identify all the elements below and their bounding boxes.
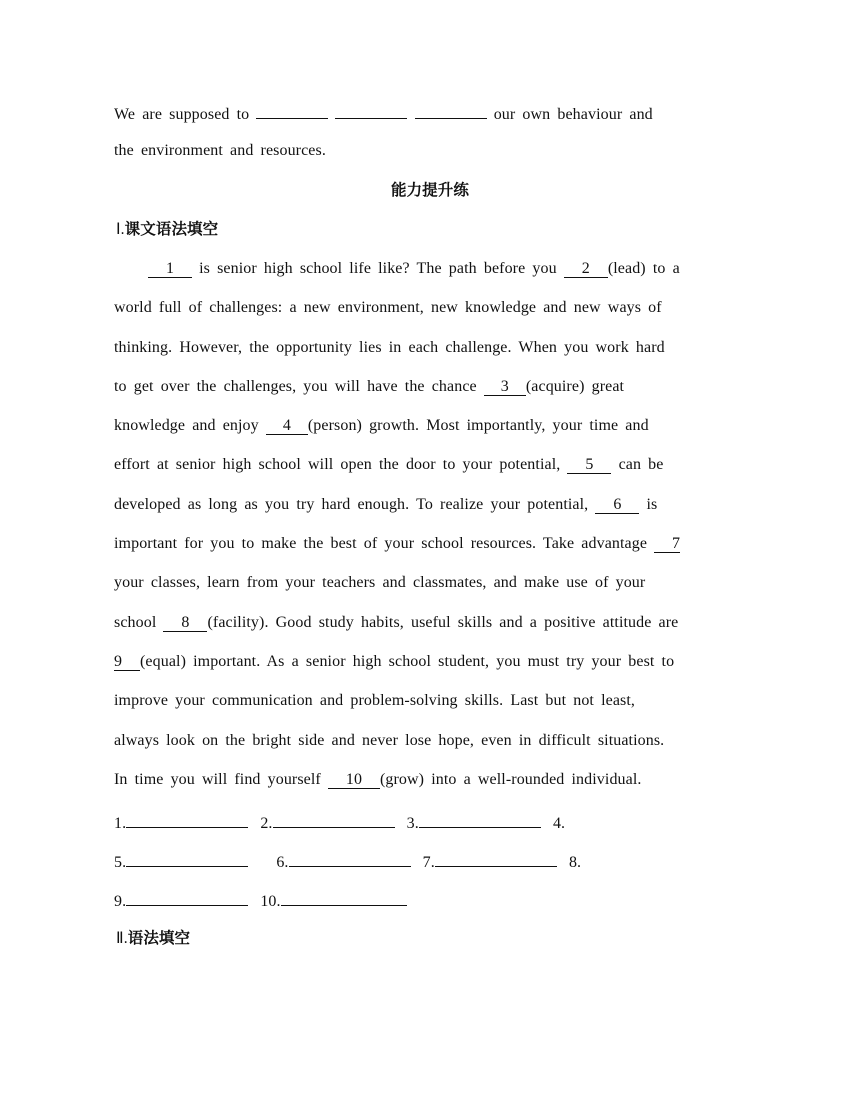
blank-3[interactable]: 3 [484,378,526,396]
answer-field-1[interactable]: 1. [114,810,248,834]
passage-line: improve your communication and problem-solving skills. Last but not least, [114,692,635,709]
part-1-heading [116,219,218,240]
answer-row [114,888,415,912]
passage-line: thinking. However, the opportunity lies in each challenge. When you work hard [114,339,665,356]
section-title: 能力提升练 [390,181,469,199]
top-sentence-line-2: the environment and resources. [114,142,326,159]
answer-field-9[interactable]: 9. [114,888,248,912]
answer-blank[interactable] [256,101,328,119]
part-1-numeral: Ⅰ. [116,221,125,238]
answer-field-7[interactable]: 7. [423,849,557,873]
top-sentence-line-1: We are supposed to our own behaviour and [114,101,653,125]
answer-field-3[interactable]: 3. [407,810,541,834]
blank-6[interactable]: 6 [595,496,639,514]
blank-2[interactable]: 2 [564,260,608,278]
passage-line: world full of challenges: a new environment, new knowledge and new ways of [114,299,662,316]
blank-9[interactable]: 9 [114,653,140,671]
part-1-title: 课文语法填空 [124,220,219,238]
passage-line: knowledge and enjoy 4 (person) growth. Most importantly, your time and [114,417,649,434]
passage-line: your classes, learn from your teachers and classmates, and make use of your [114,574,646,591]
passage-line: to get over the challenges, you will have the chance 3 (acquire) great [114,378,625,395]
passage-line: school 8 (facility). Good study habits, useful skills and a positive attitude are [114,614,679,631]
part-2-heading [116,928,190,949]
answer-field-10[interactable]: 10. [260,888,406,912]
blank-10[interactable]: 10 [328,771,380,789]
answer-blank[interactable] [415,101,487,119]
blank-7[interactable]: 7 [654,535,680,553]
passage-line: important for you to make the best of your school resources. Take advantage 7 [114,535,681,552]
answer-blank[interactable] [335,101,407,119]
answer-field-6[interactable]: 6. [276,849,410,873]
answer-row [114,810,573,834]
passage-line: effort at senior high school will open the door to your potential, 5 can be [114,456,664,473]
part-2-numeral: Ⅱ. [116,930,128,947]
answer-field-2[interactable]: 2. [260,810,394,834]
blank-1[interactable]: 1 [148,260,192,278]
part-2-title: 语法填空 [127,929,191,947]
passage-line: In time you will find yourself 10 (grow) into a well-rounded individual. [114,771,642,788]
blank-8[interactable]: 8 [163,614,207,632]
blank-5[interactable]: 5 [567,456,611,474]
answer-field-5[interactable]: 5. [114,849,248,873]
passage-line: developed as long as you try hard enough. To realize your potential, 6 is [114,496,658,513]
answer-field-8[interactable]: 8. [568,854,582,871]
blank-4[interactable]: 4 [266,417,308,435]
passage-line: always look on the bright side and never lose hope, even in difficult situations. [114,732,665,749]
answer-field-4[interactable]: 4. [552,815,566,832]
passage-line: 1 is senior high school life like? The path before you 2 (lead) to a [148,259,680,279]
answer-row [114,849,589,873]
passage-line: 9 (equal) important. As a senior high school student, you must try your best to [114,653,675,670]
